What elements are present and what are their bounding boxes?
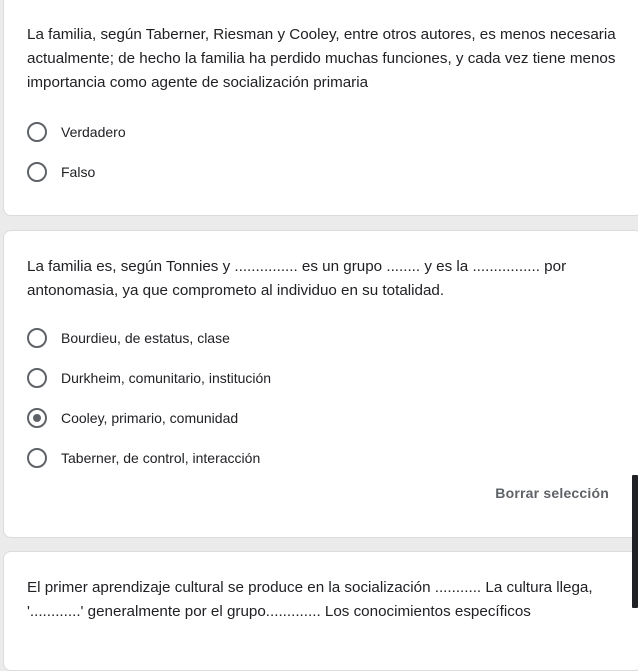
question-card-1 (3, 0, 638, 216)
option-label: Cooley, primario, comunidad (61, 410, 239, 426)
option-bourdieu[interactable] (27, 326, 230, 350)
radio-unchecked-icon[interactable] (27, 162, 47, 182)
option-label: Durkheim, comunitario, institución (61, 370, 272, 386)
question-text: La familia es, según Tonnies y ............... es un grupo ........ y es la ................ por antonomasia, ya que comprometo al individuo en su totalidad. (27, 258, 567, 299)
question-card-2 (3, 230, 638, 538)
option-taberner[interactable] (27, 446, 260, 470)
radio-checked-icon[interactable] (27, 408, 47, 428)
option-verdadero[interactable] (27, 120, 126, 144)
option-label: Verdadero (61, 124, 126, 140)
option-label: Falso (61, 164, 96, 180)
option-cooley[interactable] (27, 406, 238, 430)
radio-unchecked-icon[interactable] (27, 448, 47, 468)
option-label: Bourdieu, de estatus, clase (61, 330, 230, 346)
radio-unchecked-icon[interactable] (27, 328, 47, 348)
option-falso[interactable] (27, 160, 95, 184)
scrollbar-thumb[interactable] (632, 475, 638, 608)
question-card-3 (3, 551, 638, 671)
radio-unchecked-icon[interactable] (27, 368, 47, 388)
question-text: El primer aprendizaje cultural se produce en la socialización ........... La cultura llega, '............' generalmente por el grupo............. Los conocimientos específicos (27, 579, 593, 620)
clear-selection-button[interactable]: Borrar selección (495, 485, 609, 501)
radio-unchecked-icon[interactable] (27, 122, 47, 142)
option-label: Taberner, de control, interacción (61, 450, 261, 466)
option-durkheim[interactable] (27, 366, 271, 390)
question-text: La familia, según Taberner, Riesman y Cooley, entre otros autores, es menos necesaria actualmente; de hecho la familia ha perdido muchas funciones, y cada vez tiene menos importancia como agente de socialización primaria (27, 26, 616, 91)
